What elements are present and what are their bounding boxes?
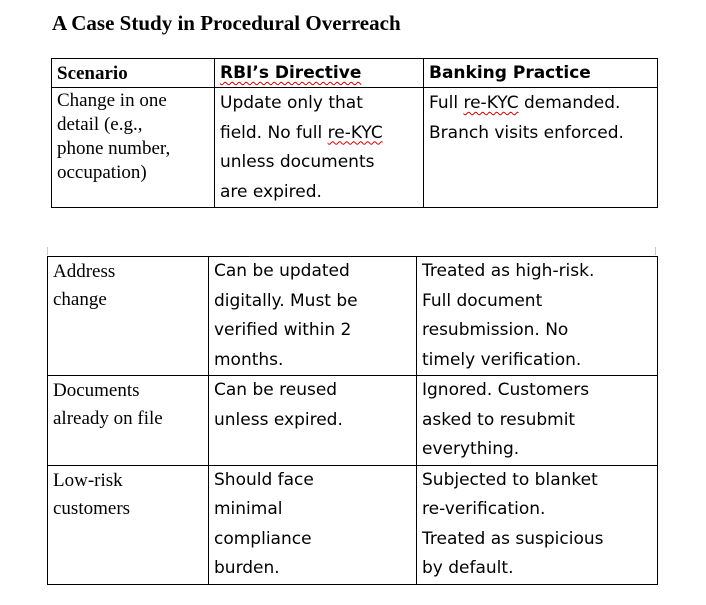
cell-line: verified within 2	[214, 320, 352, 340]
cell-line: Treated as high-risk.	[422, 261, 595, 281]
cell-scenario	[48, 465, 209, 584]
cell-practice	[424, 88, 658, 208]
cell-line: occupation)	[57, 162, 147, 183]
cell-line: are expired.	[220, 181, 322, 202]
comparison-table-bottom	[47, 256, 658, 585]
comparison-table-top	[51, 58, 658, 208]
table-row	[48, 465, 658, 584]
cell-line: months.	[214, 349, 284, 370]
table-row	[52, 88, 658, 208]
cell-practice	[417, 257, 658, 376]
cell-line: unless expired.	[214, 409, 343, 430]
cell-line: detail (e.g.,	[57, 114, 143, 135]
cell-line: digitally. Must be	[214, 290, 358, 311]
header-directive	[215, 59, 424, 88]
cell-directive	[209, 465, 417, 584]
spellcheck-flag: re-KYC	[463, 93, 519, 113]
table-header-row	[52, 59, 658, 88]
cell-line: Branch visits enforced.	[429, 122, 624, 143]
cell-line: everything.	[422, 439, 520, 459]
header-practice: Banking Practice	[424, 59, 658, 88]
cell-line: Treated as suspicious	[422, 528, 604, 549]
cell-line: Low-risk	[53, 469, 123, 491]
cell-line: Can be updated	[214, 261, 350, 281]
cell-line: asked to resubmit	[422, 409, 576, 430]
cell-line: burden.	[214, 558, 280, 578]
cell-line: Ignored. Customers	[422, 380, 590, 400]
cell-line: by default.	[422, 558, 514, 578]
cell-directive	[209, 376, 417, 466]
cell-directive	[215, 88, 424, 208]
cell-line: Update only that	[220, 93, 363, 113]
cell-line: customers	[53, 497, 131, 519]
cell-practice	[417, 376, 658, 466]
page-title: A Case Study in Procedural Overreach	[52, 11, 401, 35]
cell-line: Can be reused	[214, 380, 338, 400]
cell-directive	[209, 257, 417, 376]
cell-line: timely verification.	[422, 349, 582, 370]
cell-line: re-verification.	[422, 499, 546, 519]
table-boundary-mark	[655, 247, 656, 255]
spellcheck-flag: re-KYC	[327, 122, 383, 143]
header-scenario: Scenario	[52, 59, 215, 88]
cell-line: Address	[53, 261, 116, 282]
cell-line: unless documents	[220, 152, 375, 172]
cell-line: Change in one	[57, 90, 167, 111]
cell-line: already on file	[53, 408, 163, 429]
cell-scenario	[52, 88, 215, 208]
cell-line: Documents	[53, 380, 140, 401]
cell-practice	[417, 465, 658, 584]
cell-line: Subjected to blanket	[422, 469, 598, 490]
cell-line: Full re-KYC demanded.	[429, 93, 621, 113]
table-boundary-mark	[47, 247, 48, 255]
cell-line: Full document	[422, 290, 543, 311]
cell-scenario	[48, 376, 209, 466]
table-row	[48, 376, 658, 466]
cell-line: phone number,	[57, 138, 171, 159]
header-directive-text: RBI’s Directive	[220, 63, 362, 83]
cell-line: minimal	[214, 499, 283, 519]
cell-line: compliance	[214, 528, 312, 549]
table-row	[48, 257, 658, 376]
cell-line: change	[53, 289, 107, 310]
cell-line: field. No full re-KYC	[220, 122, 383, 143]
cell-line: resubmission. No	[422, 320, 569, 340]
cell-line: Should face	[214, 469, 314, 490]
cell-scenario	[48, 257, 209, 376]
